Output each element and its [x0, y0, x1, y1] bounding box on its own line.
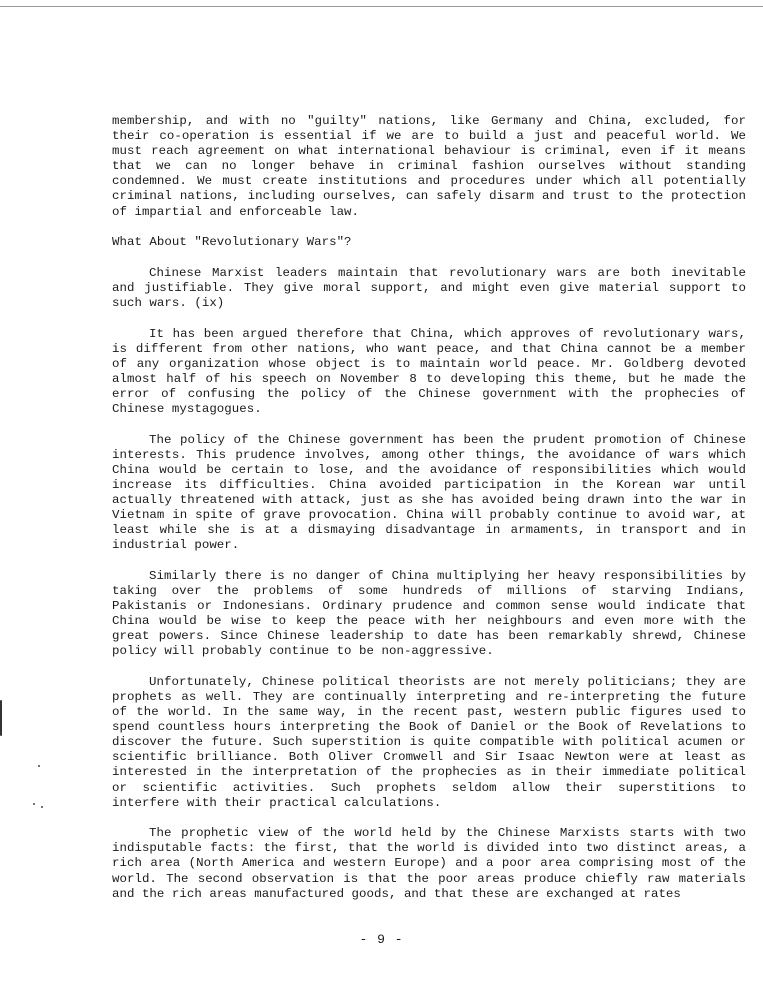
section-heading: What About "Revolutionary Wars"? [112, 235, 352, 250]
scan-speck [33, 803, 35, 805]
paragraph-prophets: Unfortunately, Chinese political theorists are not merely politicians; they are prophets as well. They are continually interpreting and re-interpreting the future of the world. In the same way, in the recent past, western public figures used to spend countless hours interpreting the Book of Daniel or the Book of Revelations to discover the future. Such superstition is quite compatible with political acumen or scientific brilliance. Both Oliver Cromwell and Sir Isaac Newton were at least as interested in the interpretation of the prophecies as in their immediate political or scientific activities. Such prophets seldom allow their superstitions to interfere with their practical calculations. [112, 674, 746, 810]
page-number: - 9 - [359, 932, 404, 947]
paragraph-prophetic-view: The prophetic view of the world held by the Chinese Marxists starts with two indisputable facts: the first, that the world is divided into two distinct areas, a rich area (North America and western Europe) and a poor area comprising most of the world. The second observation is that the poor areas produce chiefly raw materials and the rich areas manufactured goods, and that these are exchanged at rates [112, 826, 746, 901]
top-edge-rule [0, 6, 763, 7]
text-column [112, 114, 746, 917]
paragraph-responsibilities: Similarly there is no danger of China multiplying her heavy responsibilities by taking over the problems of some hundreds of millions of starving Indians, Pakistanis or Indonesians. Ordinary prudence and common sense would indicate that China would be wise to keep the peace with her neighbours and even more with the great powers. Since Chinese leadership to date has been remarkably shrewd, Chinese policy will probably continue to be non-aggressive. [112, 568, 746, 659]
paragraph-continued: membership, and with no "guilty" nations, like Germany and China, excluded, for their co-operation is essential if we are to build a just and peaceful world. We must reach agreement on what international behaviour is criminal, even if it means that we can no longer behave in criminal fashion ourselves without standing condemned. We must create institutions and procedures under which all potentially criminal nations, including ourselves, can safely disarm and trust to the protection of impartial and enforceable law. [112, 114, 746, 219]
scan-speck [38, 765, 40, 767]
scan-margin-mark [0, 700, 2, 736]
paragraph-revolutionary-wars: Chinese Marxist leaders maintain that revolutionary wars are both inevitable and justifiable. They give moral support, and might even give material support to such wars. (ix) [112, 265, 746, 310]
paragraph-chinese-policy: The policy of the Chinese government has been the prudent promotion of Chinese interests. This prudence involves, among other things, the avoidance of wars which China would be certain to lose, and the avoidance of responsibilities which would increase its difficulties. China avoided participation in the Korean war until actually threatened with attack, just as she has avoided being drawn into the war in Vietnam in spite of grave provocation. China will probably continue to avoid war, at least while she is at a dismaying disadvantage in armaments, in transport and in industrial power. [112, 432, 746, 553]
scan-speck [41, 806, 43, 808]
paragraph-goldberg-argument: It has been argued therefore that China, which approves of revolutionary wars, is different from other nations, who want peace, and that China cannot be a member of any organization whose object is to maintain world peace. Mr. Goldberg devoted almost half of his speech on November 8 to developing this theme, but he made the error of confusing the policy of the Chinese government with the prophecies of Chinese mystagogues. [112, 326, 746, 416]
